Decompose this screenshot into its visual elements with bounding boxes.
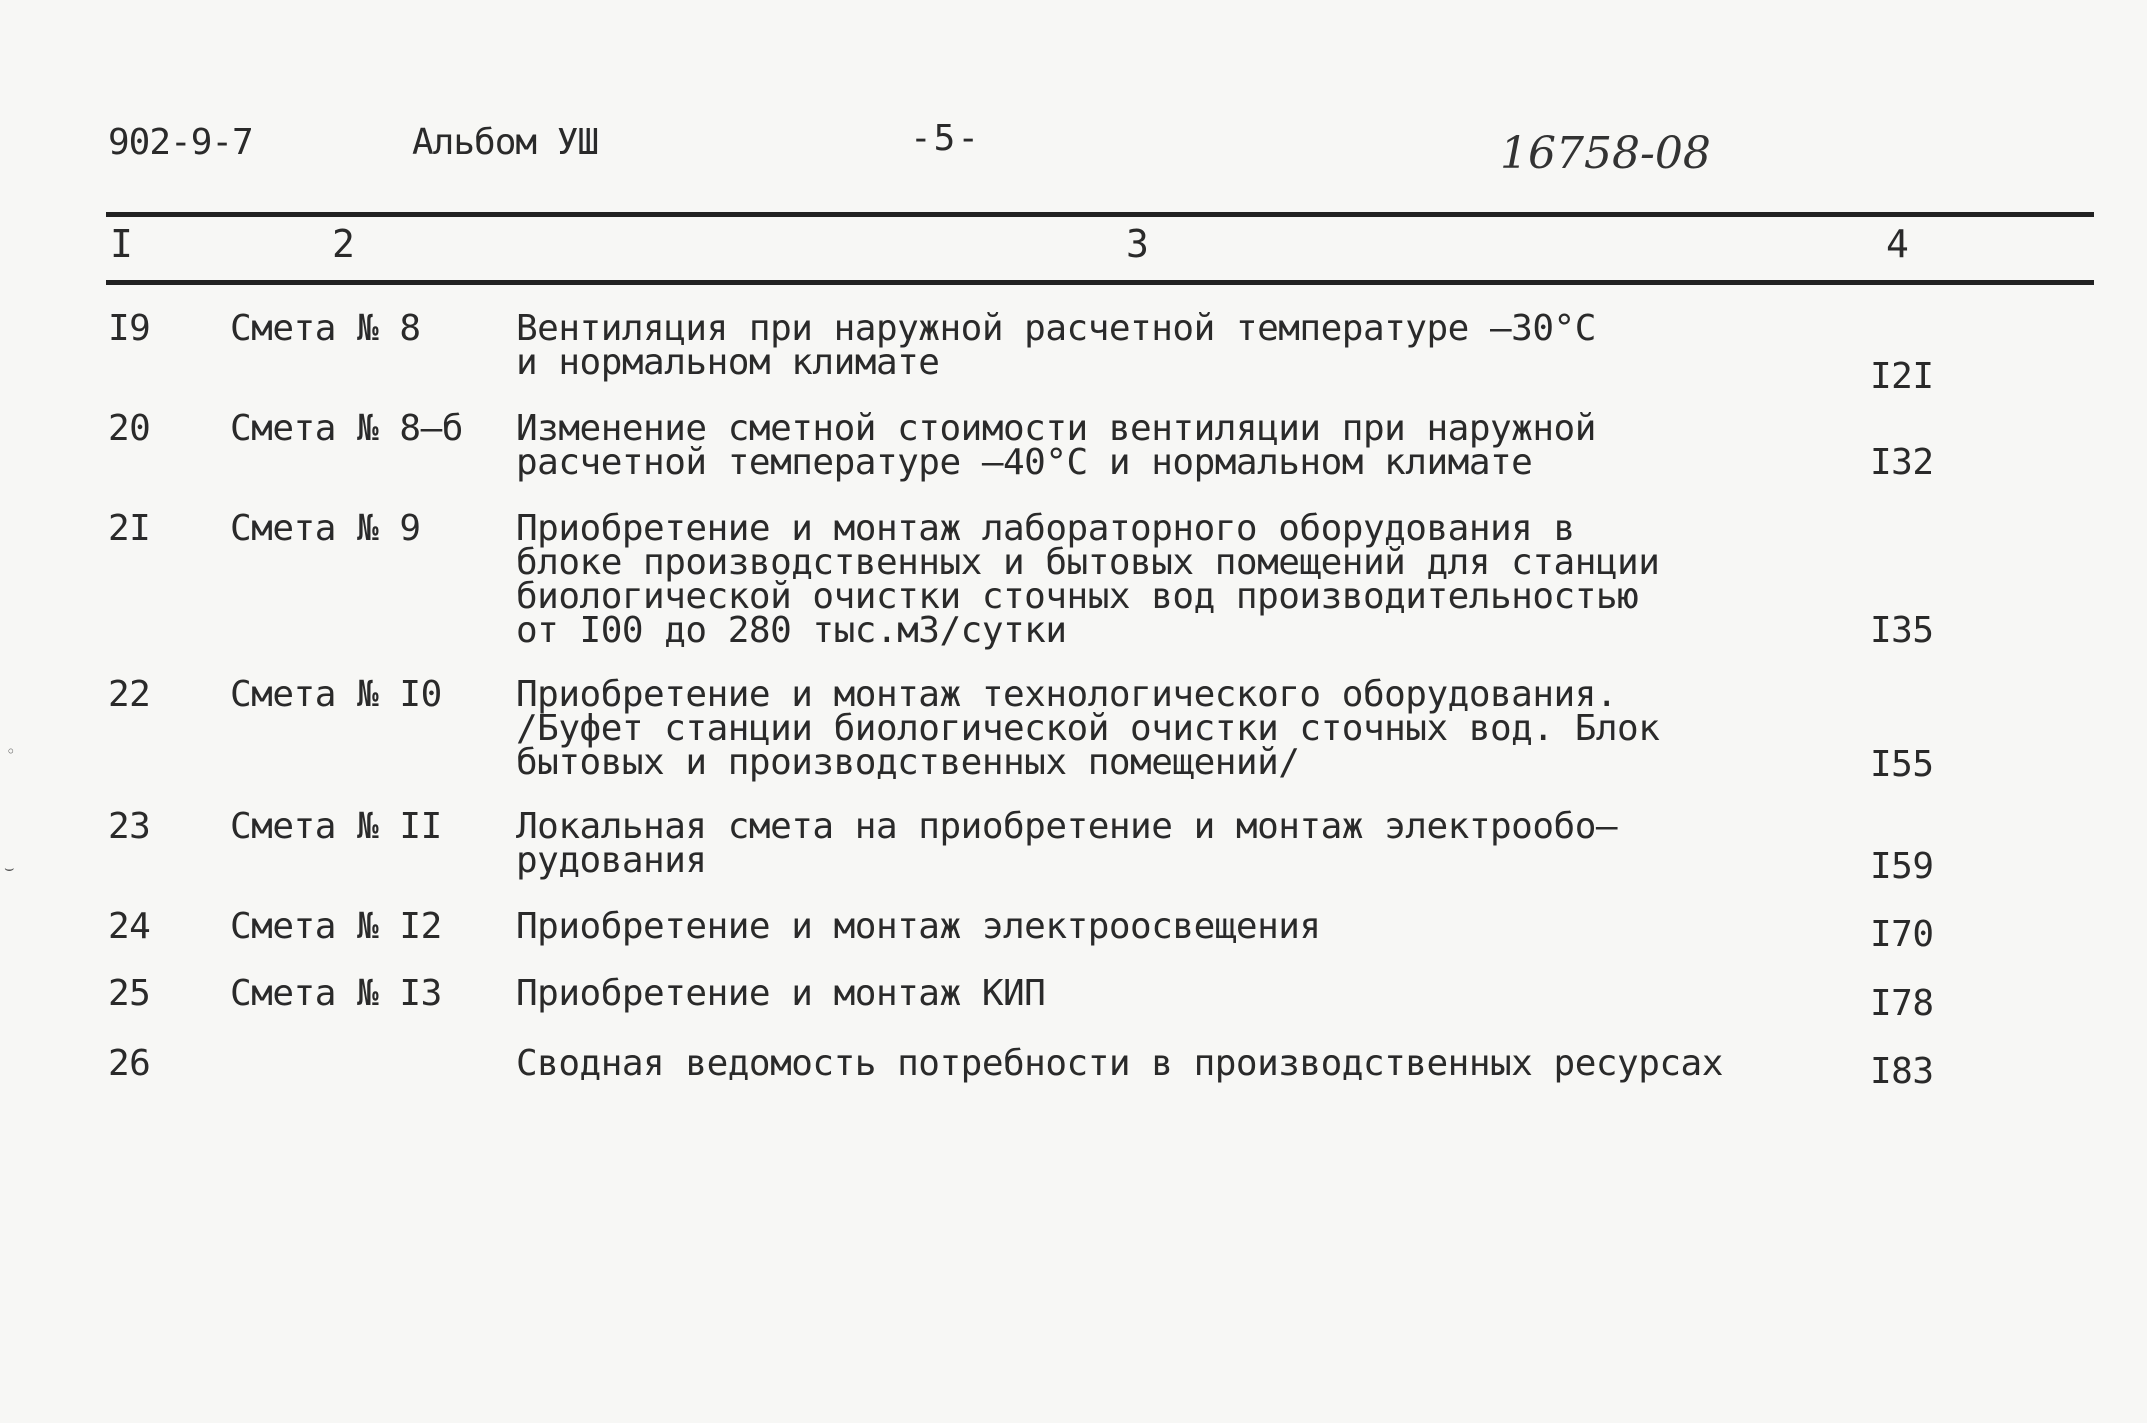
row-page: I55 [1870,744,1934,785]
row-page: I32 [1870,442,1934,483]
row-description-line: Приобретение и монтаж лабораторного оборудования в [516,508,1575,549]
row-number: 25 [108,973,151,1014]
row-number: 2I [108,508,151,549]
row-description-line: Приобретение и монтаж электроосвещения [516,906,1321,947]
row-page: I59 [1870,846,1934,887]
row-description-line: /Буфет станции биологической очистки сточных вод. Блок [516,708,1660,749]
row-description-line: рудования [516,840,707,881]
row-page: I70 [1870,914,1934,955]
row-description-line: Сводная ведомость потребности в производственных ресурсах [516,1043,1723,1084]
document-code: 902-9-7 [108,122,253,163]
row-description-line: Приобретение и монтаж КИП [516,973,1046,1014]
row-description [516,1043,1746,1084]
row-estimate: Смета № 8–б [230,408,463,449]
column-header-2: 2 [332,222,355,266]
row-page: I35 [1870,610,1934,651]
row-estimate: Смета № I3 [230,973,442,1014]
row-description [516,973,1746,1014]
row-description-line: Вентиляция при наружной расчетной температуре –30°С [516,308,1596,349]
column-header-1: I [110,222,133,266]
table-top-rule [106,212,2094,217]
row-description-line: Изменение сметной стоимости вентиляции при наружной [516,408,1596,449]
row-number: 20 [108,408,151,449]
row-description [516,308,1746,383]
row-page: I2I [1870,356,1934,397]
row-page: I78 [1870,983,1934,1024]
row-number: 23 [108,806,151,847]
column-header-4: 4 [1886,222,1909,266]
row-description [516,508,1746,651]
album-label: Альбом УШ [412,122,599,163]
row-description [516,906,1746,947]
row-description-line: биологической очистки сточных вод производительностью [516,576,1639,617]
row-number: 22 [108,674,151,715]
row-description [516,674,1746,783]
row-description-line: блоке производственных и бытовых помещений для станции [516,542,1660,583]
row-estimate: Смета № 9 [230,508,421,549]
row-description-line: Приобретение и монтаж технологического оборудования. [516,674,1618,715]
row-description [516,408,1746,483]
page-number: -5- [910,118,982,159]
row-description-line: от I00 до 280 тыс.м3/сутки [516,610,1067,651]
row-number: 26 [108,1043,151,1084]
column-header-3: 3 [1126,222,1149,266]
row-description-line: и нормальном климате [516,342,940,383]
table-header-rule [106,280,2094,285]
row-estimate: Смета № I0 [230,674,442,715]
row-estimate: Смета № II [230,806,442,847]
row-estimate: Смета № 8 [230,308,421,349]
handwritten-inventory-number: 16758-08 [1500,128,1711,179]
row-number: 24 [108,906,151,947]
scan-speck: ◦ [6,742,16,761]
row-number: I9 [108,308,151,349]
scan-speck: ⌣ [4,858,15,877]
row-description-line: расчетной температуре –40°С и нормальном климате [516,442,1533,483]
row-estimate: Смета № I2 [230,906,442,947]
row-description-line: бытовых и производственных помещений/ [516,742,1300,783]
row-description-line: Локальная смета на приобретение и монтаж электрообо– [516,806,1618,847]
row-page: I83 [1870,1051,1934,1092]
row-description [516,806,1746,881]
